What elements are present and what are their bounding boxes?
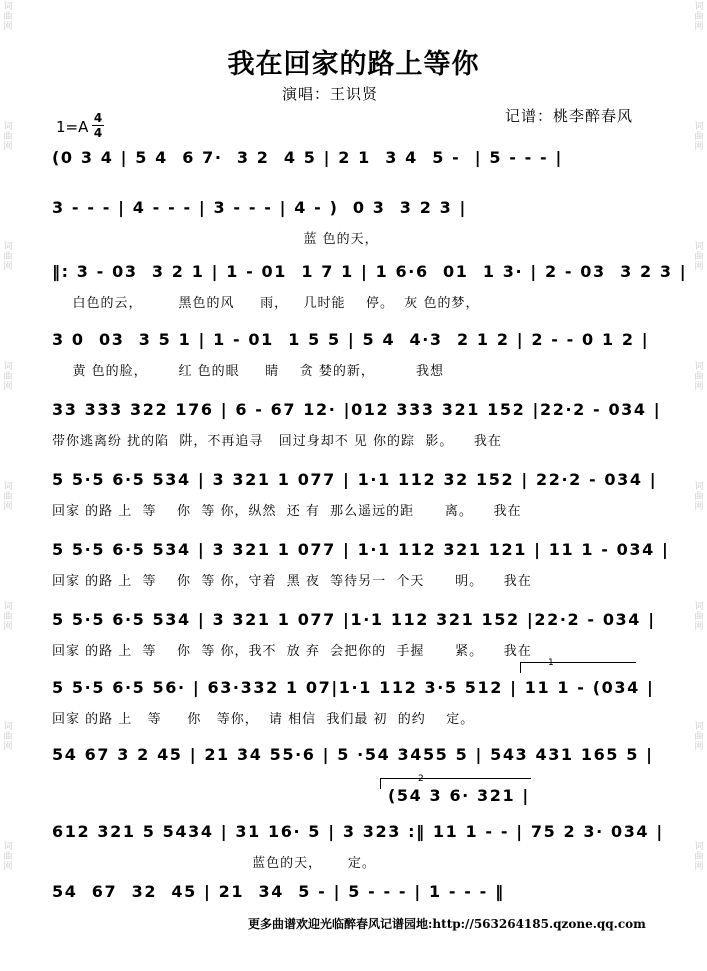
time-signature-top: 4: [93, 111, 103, 125]
score-line-2: [52, 198, 664, 262]
volta-number-1: 1: [548, 658, 554, 668]
volta-bracket-1: [520, 662, 636, 673]
watermark-text: 词 曲 网: [694, 602, 704, 632]
time-signature-bottom: 4: [93, 126, 103, 140]
score-line-9: [52, 678, 664, 742]
notation-line: 54 67 3 2 45 | 21 34 55·6 | 5 ·54 3455 5 | 543 431 165 5 |: [52, 745, 654, 764]
time-signature: [92, 112, 104, 139]
lyric-line: 回家 的路 上 等 你 等 你，守着 黑 夜 等待另一 个天 明。 我在: [52, 574, 532, 589]
notation-line: (0 3 4 | 5 4 6 7· 3 2 4 5 | 2 1 3 4 5 - | 5 - - - |: [52, 148, 563, 167]
notation-line: 5 5·5 6·5 56· | 63·332 1 07|1·1 112 3·5 512 | 11 1 - (034 |: [52, 678, 655, 697]
notation-line: 612 321 5 5434 | 31 16· 5 | 3 323 :‖ 11 1 - - | 75 2 3· 034 |: [52, 822, 664, 841]
song-title: 我在回家的路上等你: [227, 49, 480, 80]
score-line-3: [52, 262, 688, 326]
watermark-text: 词 曲 网: [3, 482, 13, 512]
score-line-7: [52, 540, 670, 604]
notation-line: 3 0 03 3 5 1 | 1 - 01 1 5 5 | 5 4 4·3 2 1 2 | 2 - - 0 1 2 |: [52, 330, 650, 349]
watermark-text: 词 曲 网: [694, 362, 704, 392]
notation-line: 5 5·5 6·5 534 | 3 321 1 077 | 1·1 112 32 152 | 22·2 - 034 |: [52, 470, 658, 489]
score-line-12: [52, 882, 664, 946]
watermark-text: 词 曲 网: [3, 242, 13, 272]
watermark-text: 词 曲 网: [694, 842, 704, 872]
watermark-text: 词 曲 网: [3, 362, 13, 392]
watermark-text: 词 曲 网: [3, 2, 13, 32]
lyric-line: 带你逃离纷 扰的陷 阱，不再追寻 回过身却不 见 你的踪 影。 我在: [52, 434, 502, 449]
key-signature: 1=A: [56, 118, 89, 136]
lyric-line: 黄 色的脸， 红 色的眼 睛 贪 婪的新， 我想: [52, 364, 444, 379]
singer-credit: 演唱：王识贤: [282, 85, 379, 103]
volta-number-2: 2: [418, 774, 424, 784]
score-line-10: [52, 745, 664, 809]
watermark-text: 词 曲 网: [694, 482, 704, 512]
watermark-text: 词 曲 网: [694, 242, 704, 272]
lyric-line: 蓝 色的天，: [52, 232, 379, 247]
watermark-text: 词 曲 网: [694, 122, 704, 152]
lyric-line: 蓝色的天， 定。: [52, 856, 376, 871]
watermark-text: 词 曲 网: [3, 842, 13, 872]
watermark-text: 词 曲 网: [694, 2, 704, 32]
notation-line: 33 333 322 176 | 6 - 67 12· |012 333 321 152 |22·2 - 034 |: [52, 400, 662, 419]
left-watermark-strip: [0, 0, 16, 971]
watermark-text: 词 曲 网: [694, 722, 704, 752]
footer-link-text: 更多曲谱欢迎光临醉春风记谱园地:http://563264185.qzone.qq.com: [248, 917, 646, 931]
score-line-11: [52, 822, 664, 886]
score-line-5: [52, 400, 664, 464]
recorder-credit: 记谱：桃李醉春风: [505, 107, 634, 125]
notation-line: 3 - - - | 4 - - - | 3 - - - | 4 - ) 0 3 3 2 3 |: [52, 198, 467, 217]
lyric-line: 回家 的路 上 等 你 等你， 请 相信 我们最 初 的约 定。: [52, 712, 475, 727]
watermark-text: 词 曲 网: [3, 122, 13, 152]
score-line-4: [52, 330, 664, 394]
lyric-line: 白色的云， 黑色的风 雨， 几时能 停。 灰 色的梦，: [52, 296, 480, 311]
watermark-text: 词 曲 网: [3, 602, 13, 632]
notation-line: 54 67 32 45 | 21 34 5 - | 5 - - - | 1 - - - ‖: [52, 882, 505, 901]
score-line-6: [52, 470, 664, 534]
lyric-line: 回家 的路 上 等 你 等 你，我不 放 弃 会把你的 手握 紧。 我在: [52, 644, 532, 659]
notation-line: (54 3 6· 321 |: [388, 786, 530, 805]
right-watermark-strip: [691, 0, 707, 971]
notation-line: ‖: 3 - 03 3 2 1 | 1 - 01 1 7 1 | 1 6·6 01 1 3· | 2 - 03 3 2 3 |: [52, 262, 688, 281]
notation-line: 5 5·5 6·5 534 | 3 321 1 077 |1·1 112 321 152 |22·2 - 034 |: [52, 610, 656, 629]
lyric-line: 回家 的路 上 等 你 等 你，纵然 还 有 那么遥远的距 离。 我在: [52, 504, 522, 519]
watermark-text: 词 曲 网: [3, 722, 13, 752]
notation-line: 5 5·5 6·5 534 | 3 321 1 077 | 1·1 112 321 121 | 11 1 - 034 |: [52, 540, 670, 559]
